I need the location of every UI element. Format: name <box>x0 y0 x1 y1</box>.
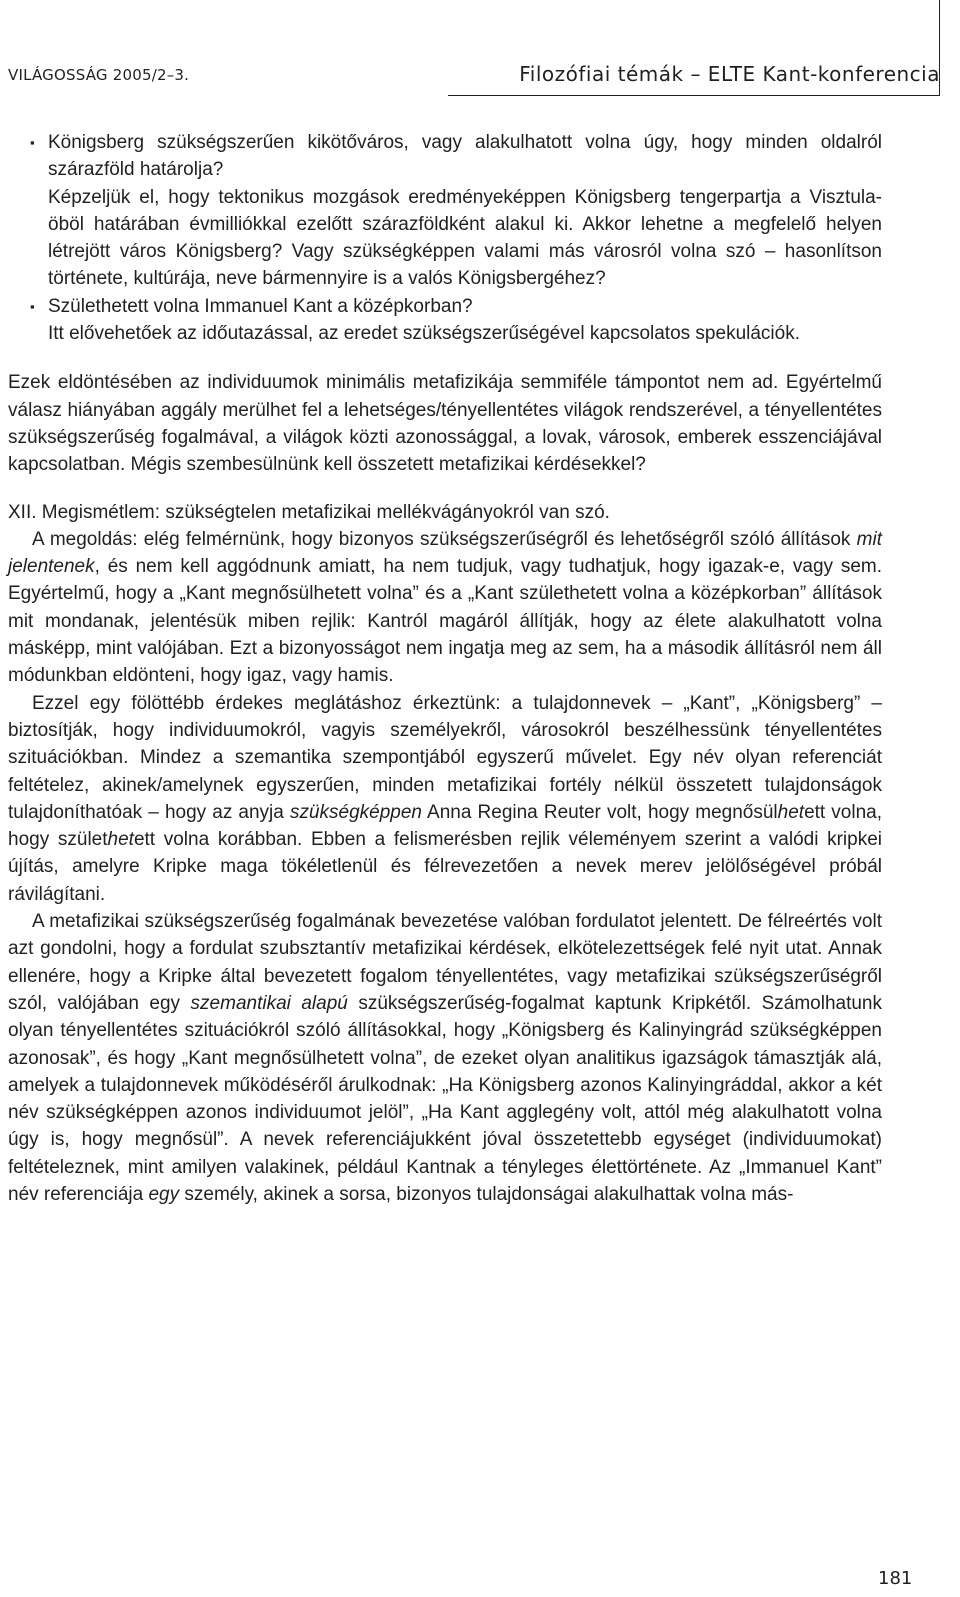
bullet-question-konigsberg <box>8 129 882 184</box>
bullet-text: Születhetett volna Immanuel Kant a középkorban? <box>48 295 473 317</box>
text-run: szükségszerűség-fogalmat kaptunk Kripkétől. Számolhatunk olyan tényellentétes szituációkról szóló állításokkal, hogy „Königsberg és Kalinyingrád szükségképpen azonosak”, és hogy „Kant megnősülhetett volna”, de ezeket olyan analitikus igazságok támasztják alá, amelyek a tulajdonnevek működéséről árulkodnak: „Ha Königsberg azonos Kalinyingráddal, akkor a két név szükségképpen azonos individuumot jelöl”, „Ha Kant agglegény volt, attól még alakulhatott volna úgy is, hogy megnősül”. A nevek referenciájukként jóval összetettebb egységet (individuumokat) feltételeznek, mint amilyen valakinek, például Kantnak a tényleges élettörténete. Az „Immanuel Kant” név referenciája <box>8 992 882 1205</box>
bullet-marker: ▪ <box>30 135 35 150</box>
paragraph-megoldas <box>8 526 882 690</box>
paragraph-ezek: Ezek eldöntésében az individuumok minimális metafizikája semmiféle támpontot nem ad. Egyértelmű válasz hiányában aggály merülhet fel a lehetséges/tényellentétes világok rendszerével, a tényellentétes szükségszerűség fogalmával, a világok közti azonossággal, a lovak, városok, emberek esszenciájával kapcsolatban. Mégis szembesülnünk kell összetett metafizikai kérdésekkel? <box>8 372 882 476</box>
emphasis: het <box>777 801 805 823</box>
page-number: 181 <box>878 1568 913 1589</box>
text-run: ett volna korábban. Ebben a felismerésben rejlik véleményem szerint a valódi kripkei újítás, amelyre Kripke maga tökéletlenül és félrevezetően a nevek merev jelölőségével próbál rávilágítani. <box>8 829 882 905</box>
paragraph-metafizikai <box>8 908 882 1208</box>
journal-issue: VILÁGOSSÁG 2005/2–3. <box>8 66 190 84</box>
paragraph-ezzel <box>8 690 882 908</box>
bullet-question-kant <box>8 293 882 320</box>
section-title: Filozófiai témák – ELTE Kant-konferencia <box>519 62 940 86</box>
text-run: Anna Regina Reuter volt, hogy megnősül <box>422 801 778 823</box>
text-run: A metafizikai szükségszerűség fogalmának bevezetése valóban fordulatot jelentett. De félreértés volt azt gondolni, hogy a fordulat szubsztantív metafizikai kérdések, elkötelezettségek felé nyit utat. Annak ellenére, hogy a Kripke által bevezetett fogalom tényellentétes, vagy metafizikai szükségszerűségről szól, valójában egy <box>8 911 882 1014</box>
emphasis: mit jelentenek <box>8 528 882 578</box>
bullet-continuation: Képzeljük el, hogy tektonikus mozgások eredményeképpen Königsberg tengerpartja a Visztula-öböl határában évmilliókkal ezelőtt szárazföldként alakul ki. Akkor lehetne a megfelelő helyen létrejött város Königsberg? Vagy szükségképpen valami más városról volna szó – hasonlítson története, kultúrája, neve bármennyire is a valós Königsbergéhez? <box>48 186 882 290</box>
bullet-marker: ▪ <box>30 298 35 314</box>
text-run: , és nem kell aggódnunk amiatt, ha nem tudjuk, vagy tudhatjuk, hogy igazak-e, vagy sem. Egyértelmű, hogy a „Kant megnősülhetett volna” és a „Kant születhetett volna a középkorban” állítások mit mondanak, jelentésük miben rejlik: Kantról magáról állítják, hogy az élete alakulhatott volna másképp, mint valójában. Ezt a bizonyosságot nem ingatja meg az sem, ha a második állításról nem áll módunkban eldönteni, hogy igaz, vagy hamis. <box>8 556 882 687</box>
bullet-text: Königsberg szükségszerűen kikötőváros, vagy alakulhatott volna úgy, hogy minden oldalról szárazföld határolja? <box>48 132 882 181</box>
text-run: A megoldás: elég felmérnünk, hogy bizonyos szükségszerűségről és lehetőségről szóló állítások <box>32 528 857 550</box>
emphasis: het <box>107 829 134 851</box>
text-run: ett volna, hogy szület <box>8 801 882 851</box>
article-body <box>8 129 882 1208</box>
emphasis: szemantikai alapú <box>190 992 348 1014</box>
page-header <box>0 0 960 100</box>
header-vertical-rule <box>939 0 940 96</box>
section-heading-xii: XII. Megismétlem: szükségtelen metafizikai mellékvágányokról van szó. <box>8 501 610 523</box>
bullet-continuation: Itt elővehetőek az időutazással, az eredet szükségszerűségével kapcsolatos spekulációk. <box>48 323 800 345</box>
text-run: Ezzel egy fölöttébb érdekes meglátáshoz érkeztünk: a tulajdonnevek – „Kant”, „Königsberg” – biztosítják, hogy individuumokról, vagyis személyekről, városokról beszélhessünk tényellentétes szituációkban. Mindez a szemantika szempontjából egyszerű művelet. Egy név olyan referenciát feltételez, akinek/amelynek egyszerűen, minden metafizikai fortély nélkül összetett tulajdonságok tulajdoníthatóak – hogy az anyja <box>8 692 882 823</box>
text-run: személy, akinek a sorsa, bizonyos tulajdonságai alakulhattak volna más- <box>179 1183 794 1205</box>
emphasis: szükségképpen <box>289 801 422 823</box>
emphasis: egy <box>148 1183 180 1205</box>
header-rule <box>448 95 940 96</box>
